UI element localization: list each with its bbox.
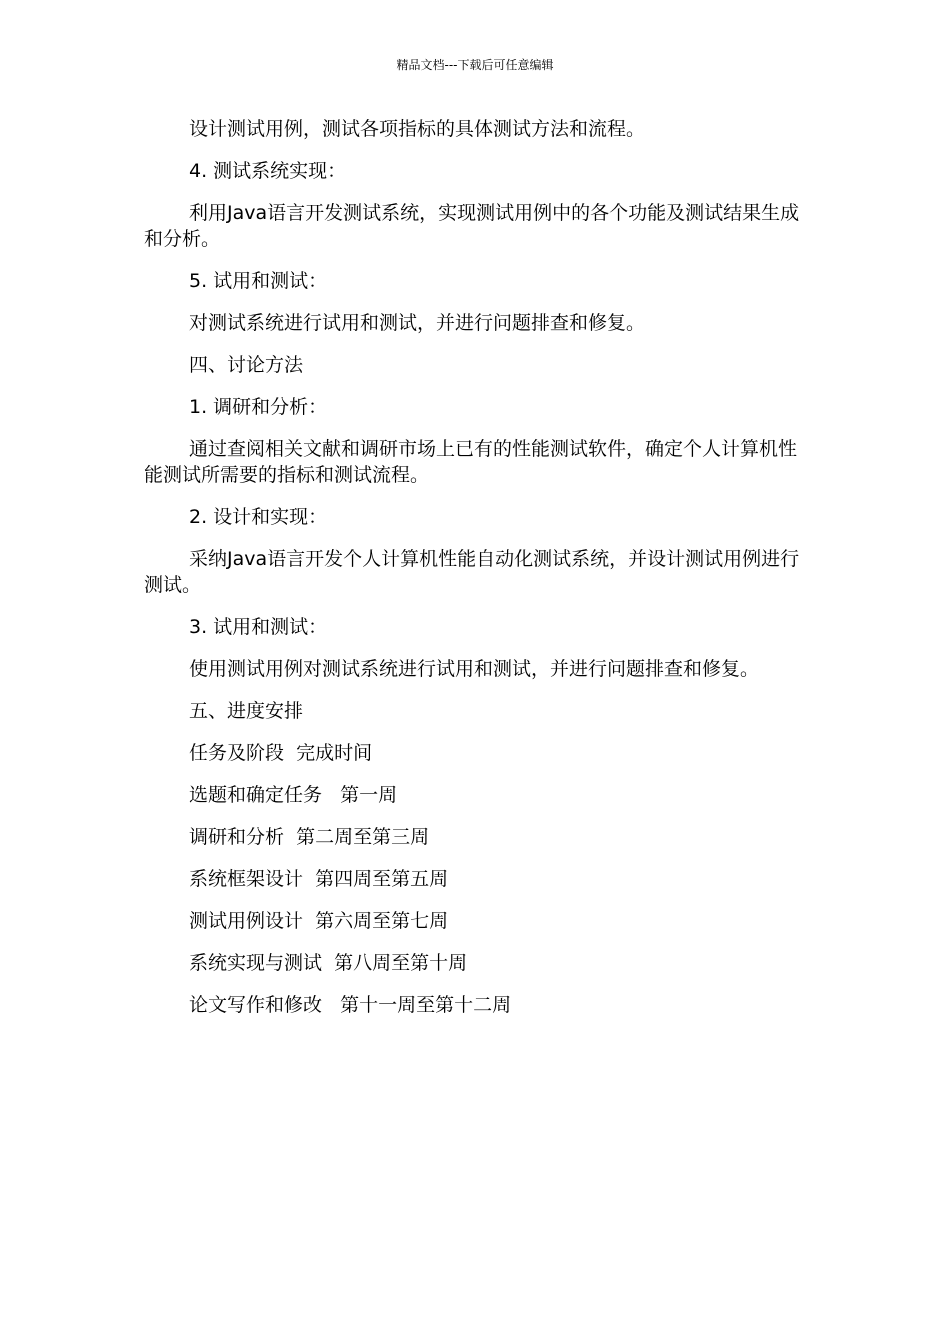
schedule-row: 测试用例设计 第六周至第七周 xyxy=(189,910,449,932)
schedule-row: 选题和确定任务 第一周 xyxy=(189,784,398,806)
paragraph: 通过查阅相关文献和调研市场上已有的性能测试软件，确定个人计算机性能测试所需要的指标和测试流程。 xyxy=(144,438,798,486)
page-header: 精品文档---下载后可任意编辑 xyxy=(396,58,554,72)
paragraph: 采纳Java语言开发个人计算机性能自动化测试系统，并设计测试用例进行测试。 xyxy=(144,548,800,596)
paragraph: 使用测试用例对测试系统进行试用和测试，并进行问题排查和修复。 xyxy=(189,658,760,680)
schedule-header: 任务及阶段 完成时间 xyxy=(189,742,373,764)
subheading: 3. 试用和测试： xyxy=(189,616,328,638)
subheading: 4. 测试系统实现： xyxy=(189,160,347,182)
schedule-row: 系统实现与测试 第八周至第十周 xyxy=(189,952,468,974)
paragraph: 设计测试用例，测试各项指标的具体测试方法和流程。 xyxy=(189,118,646,140)
subheading: 2. 设计和实现： xyxy=(189,506,328,528)
paragraph: 对测试系统进行试用和测试，并进行问题排查和修复。 xyxy=(189,312,646,334)
section-heading: 五、进度安排 xyxy=(189,700,304,722)
subheading: 1. 调研和分析： xyxy=(189,396,328,418)
schedule-row: 调研和分析 第二周至第三周 xyxy=(189,826,430,848)
section-heading: 四、讨论方法 xyxy=(189,354,304,376)
schedule-row: 系统框架设计 第四周至第五周 xyxy=(189,868,449,890)
schedule-row: 论文写作和修改 第十一周至第十二周 xyxy=(189,994,512,1016)
subheading: 5. 试用和测试： xyxy=(189,270,328,292)
paragraph: 利用Java语言开发测试系统，实现测试用例中的各个功能及测试结果生成和分析。 xyxy=(144,202,800,250)
document-body xyxy=(144,116,806,1034)
